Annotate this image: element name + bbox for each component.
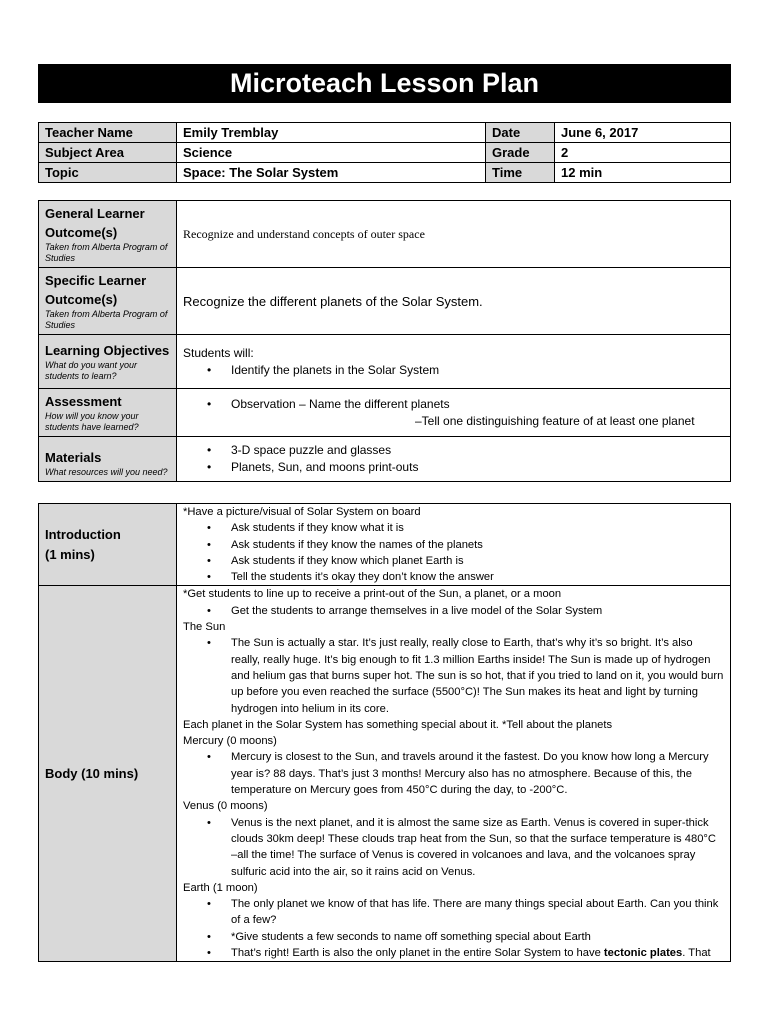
time-value: 12 min	[555, 163, 731, 183]
list-item: • Identify the planets in the Solar System	[231, 362, 724, 379]
venus-heading: Venus (0 moons)	[183, 800, 268, 813]
list-item: • Get the students to arrange themselves in a live model of the Solar System	[231, 603, 724, 619]
list-item: • 3-D space puzzle and glasses	[231, 442, 724, 459]
mercury-heading: Mercury (0 moons)	[183, 735, 277, 748]
table-row	[39, 201, 731, 268]
time-label: Time	[486, 163, 555, 183]
list-item: • The only planet we know of that has life. There are many things special about Earth. Can you think of a few?	[231, 896, 724, 929]
list-item: • Ask students if they know the names of the planets	[231, 537, 724, 553]
table-row	[39, 123, 731, 143]
date-label: Date	[486, 123, 555, 143]
assessment-continuation: –Tell one distinguishing feature of at least one planet	[415, 413, 695, 428]
list-item: • Ask students if they know what it is	[231, 520, 724, 536]
tectonic-plates-term: tectonic plates	[603, 947, 683, 960]
introduction-lead: *Have a picture/visual of Solar System on board	[183, 506, 421, 518]
list-item: • Observation – Name the different planets	[231, 396, 724, 413]
list-item: • The Sun is actually a star. It’s just really, really close to Earth, that’s why it’s so bright. It’s also really, really huge. It’s big enough to fit 1.3 million Earths inside! The Sun is made up of hydrogen and helium gas that burns super hot. The sun is so hot, that if you tried to land on it, you would burn up before you even reached the surface (5500°C)! The Sun makes its heat and light by turning hydrogen into helium in its core.	[231, 635, 724, 716]
general-outcome-text: Recognize and understand concepts of outer space	[177, 201, 731, 268]
general-outcome-note: Taken from Alberta Program of Studies	[45, 242, 168, 263]
teacher-label: Teacher Name	[39, 123, 177, 143]
earth-text-a: That’s right! Earth is also the only planet in the entire Solar System to have	[231, 947, 604, 960]
specific-outcome-note: Taken from Alberta Program of Studies	[45, 309, 168, 330]
materials-label: Materials	[45, 450, 102, 465]
specific-outcome-text: Recognize the different planets of the Solar System.	[177, 268, 731, 335]
table-row	[39, 504, 731, 586]
procedure-table	[38, 503, 731, 962]
grade-value: 2	[555, 143, 731, 163]
earth-text-c: . That	[682, 947, 711, 960]
earth-heading: Earth (1 moon)	[183, 881, 258, 894]
introduction-label: Introduction (1 mins)	[45, 526, 121, 562]
table-row	[39, 389, 731, 437]
topic-label: Topic	[39, 163, 177, 183]
list-item: • Mercury is closest to the Sun, and travels around it the fastest. Do you know how long a Mercury year is? 88 days. That’s just 3 months! Mercury also has no atmosphere. Because of this, the temperature on Mercury goes from 450°C during the day, to -200°C.	[231, 749, 724, 798]
list-item	[231, 945, 724, 961]
outcomes-table	[38, 200, 731, 482]
subject-label: Subject Area	[39, 143, 177, 163]
info-table	[38, 122, 731, 183]
body-label: Body (10 mins)	[39, 586, 177, 962]
list-item: • Ask students if they know which planet Earth is	[231, 553, 724, 569]
teacher-value: Emily Tremblay	[177, 123, 486, 143]
table-row	[39, 163, 731, 183]
materials-note: What resources will you need?	[45, 467, 168, 477]
objectives-intro: Students will:	[183, 345, 254, 360]
list-item: • Planets, Sun, and moons print-outs	[231, 459, 724, 476]
table-row	[39, 586, 731, 962]
grade-label: Grade	[486, 143, 555, 163]
assessment-note: How will you know your students have learned?	[45, 411, 139, 432]
list-item: • *Give students a few seconds to name off something special about Earth	[231, 929, 724, 945]
specific-outcome-label: Specific Learner Outcome(s)	[45, 273, 147, 307]
body-lead: *Get students to line up to receive a print-out of the Sun, a planet, or a moon	[183, 588, 562, 601]
assessment-label: Assessment	[45, 394, 122, 409]
subject-value: Science	[177, 143, 486, 163]
list-item: • Venus is the next planet, and it is almost the same size as Earth. Venus is covered in super-thick clouds 30km deep! These clouds trap heat from the Sun, so that the surface temperature is 480°C –all the time! The surface of Venus is covered in volcanoes and lava, and the volcanoes spray sulfuric acid into the air, so it rains acid on Venus.	[231, 815, 724, 880]
sun-heading: The Sun	[183, 621, 226, 634]
table-row	[39, 143, 731, 163]
list-item: • Tell the students it’s okay they don’t know the answer	[231, 569, 724, 585]
objectives-label: Learning Objectives	[45, 343, 170, 358]
general-outcome-label: General Learner Outcome(s)	[45, 206, 145, 240]
table-row	[39, 437, 731, 482]
planets-note: Each planet in the Solar System has something special about it. *Tell about the planets	[183, 718, 613, 731]
table-row	[39, 335, 731, 389]
objectives-note: What do you want your students to learn?	[45, 360, 138, 381]
table-row	[39, 268, 731, 335]
page-title: Microteach Lesson Plan	[38, 64, 731, 103]
date-value: June 6, 2017	[555, 123, 731, 143]
topic-value: Space: The Solar System	[177, 163, 486, 183]
